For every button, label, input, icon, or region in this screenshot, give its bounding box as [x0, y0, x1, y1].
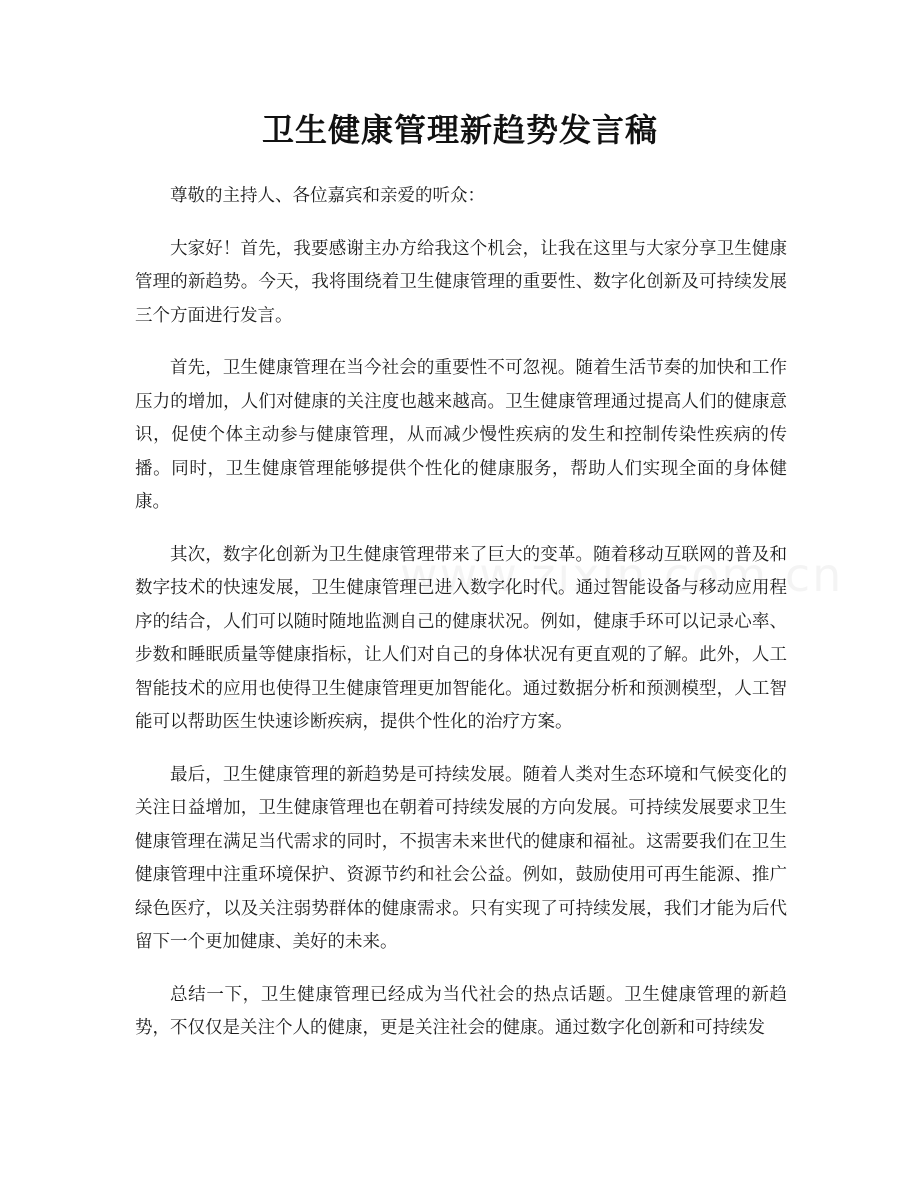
document-title: 卫生健康管理新趋势发言稿	[261, 111, 658, 149]
document-body	[135, 180, 787, 1065]
importance-paragraph: 首先，卫生健康管理在当今社会的重要性不可忽视。随着生活节奏的加快和工作压力的增加，人们对健康的关注度也越来越高。卫生健康管理通过提高人们的健康意识，促使个体主动参与健康管理，从而减少慢性疾病的发生和控制传染性疾病的传播。同时，卫生健康管理能够提供个性化的健康服务，帮助人们实现全面的身体健康。	[135, 358, 787, 512]
opening-paragraph: 大家好！首先，我要感谢主办方给我这个机会，让我在这里与大家分享卫生健康管理的新趋势。今天，我将围绕着卫生健康管理的重要性、数字化创新及可持续发展三个方面进行发言。	[135, 238, 787, 326]
summary-paragraph: 总结一下，卫生健康管理已经成为当代社会的热点话题。卫生健康管理的新趋势，不仅仅是关注个人的健康，更是关注社会的健康。通过数字化创新和可持续发	[135, 984, 787, 1038]
digital-innovation-paragraph: 其次，数字化创新为卫生健康管理带来了巨大的变革。随着移动互联网的普及和数字技术的快速发展，卫生健康管理已进入数字化时代。通过智能设备与移动应用程序的结合，人们可以随时随地监测自己的健康状况。例如，健康手环可以记录心率、步数和睡眠质量等健康指标，让人们对自己的身体状况有更直观的了解。此外，人工智能技术的应用也使得卫生健康管理更加智能化。通过数据分析和预测模型，人工智能可以帮助医生快速诊断疾病，提供个性化的治疗方案。	[135, 544, 787, 732]
salutation-paragraph: 尊敬的主持人、各位嘉宾和亲爱的听众：	[170, 186, 485, 206]
sustainability-paragraph: 最后，卫生健康管理的新趋势是可持续发展。随着人类对生态环境和气候变化的关注日益增加，卫生健康管理也在朝着可持续发展的方向发展。可持续发展要求卫生健康管理在满足当代需求的同时，不损害未来世代的健康和福祉。这需要我们在卫生健康管理中注重环境保护、资源节约和社会公益。例如，鼓励使用可再生能源、推广绿色医疗，以及关注弱势群体的健康需求。只有实现了可持续发展，我们才能为后代留下一个更加健康、美好的未来。	[135, 764, 787, 952]
